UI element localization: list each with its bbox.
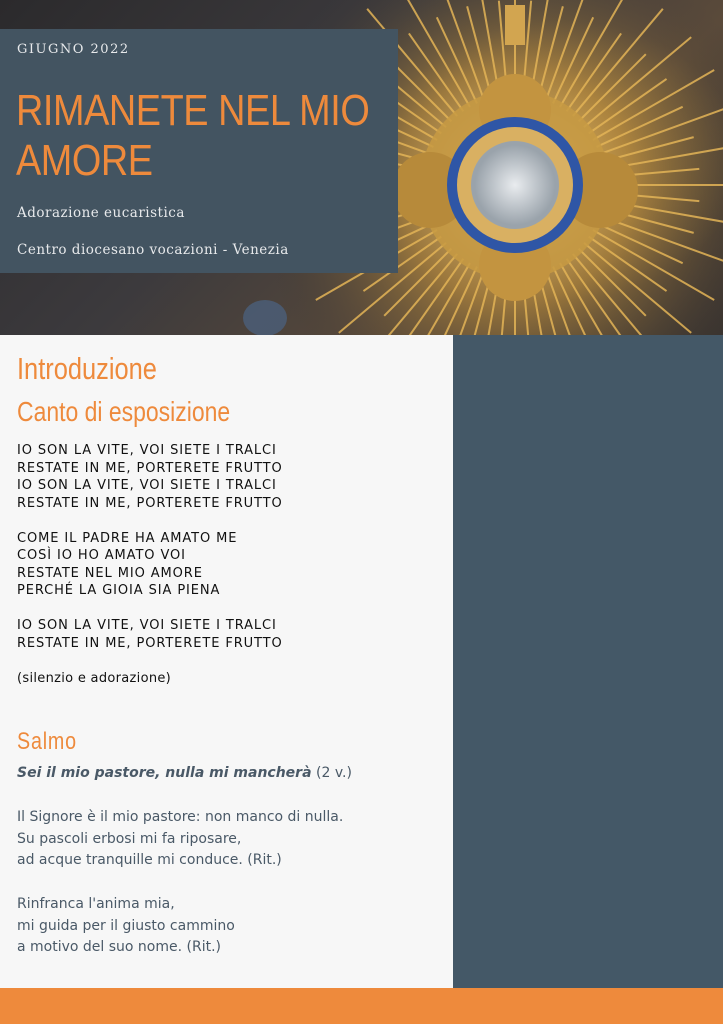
psalm-stanza xyxy=(17,894,447,959)
psalm-stanza xyxy=(17,807,447,872)
lyric-line: RESTATE NEL MIO AMORE xyxy=(17,565,203,581)
psalm-line: ad acque tranquille mi conduce. (Rit.) xyxy=(17,852,282,869)
lyric-line: IO SON LA VITE, VOI SIETE I TRALCI xyxy=(17,443,277,458)
song-heading: Canto di esposizione xyxy=(17,396,231,427)
lyric-stanza xyxy=(17,530,437,600)
hero-banner xyxy=(0,0,723,335)
psalm-line: Il Signore è il mio pastore: non manco di nulla. xyxy=(17,809,344,825)
antiphon-repeat: (2 v.) xyxy=(311,765,352,781)
lyric-line: IO SON LA VITE, VOI SIETE I TRALCI xyxy=(17,478,277,493)
psalm-line: a motivo del suo nome. (Rit.) xyxy=(17,939,222,956)
silence-note: (silenzio e adorazione) xyxy=(17,671,172,686)
issue-date: GIUGNO 2022 xyxy=(17,42,130,57)
lyric-stanza xyxy=(17,617,437,652)
organization: Centro diocesano vocazioni - Venezia xyxy=(17,242,289,258)
page-title: RIMANETE NEL MIO AMORE xyxy=(16,86,370,185)
lyric-line: RESTATE IN ME, PORTERETE FRUTTO xyxy=(17,495,283,511)
psalm-line: Su pascoli erbosi mi fa riposare, xyxy=(17,830,242,847)
subtitle: Adorazione eucaristica xyxy=(17,205,185,221)
footer-bar xyxy=(0,988,723,1024)
lyric-line: RESTATE IN ME, PORTERETE FRUTTO xyxy=(17,460,283,476)
intro-heading: Introduzione xyxy=(17,351,157,386)
psalm-text xyxy=(17,807,447,981)
lyric-line: RESTATE IN ME, PORTERETE FRUTTO xyxy=(17,635,283,651)
lyric-line: PERCHÉ LA GIOIA SIA PIENA xyxy=(17,583,221,598)
psalm-line: mi guida per il giusto cammino xyxy=(17,917,235,934)
antiphon-text: Sei il mio pastore, nulla mi mancherà xyxy=(17,765,312,781)
psalm-antiphon xyxy=(17,765,352,781)
main-column xyxy=(0,335,453,988)
song-lyrics xyxy=(17,442,437,670)
lyric-line: IO SON LA VITE, VOI SIETE I TRALCI xyxy=(17,618,277,633)
lyric-line: COSÌ IO HO AMATO VOI xyxy=(17,548,186,563)
psalm-heading: Salmo xyxy=(17,728,77,755)
lyric-stanza xyxy=(17,442,437,512)
lyric-line: COME IL PADRE HA AMATO ME xyxy=(17,530,238,546)
psalm-line: Rinfranca l'anima mia, xyxy=(17,895,175,912)
side-panel xyxy=(453,335,723,988)
